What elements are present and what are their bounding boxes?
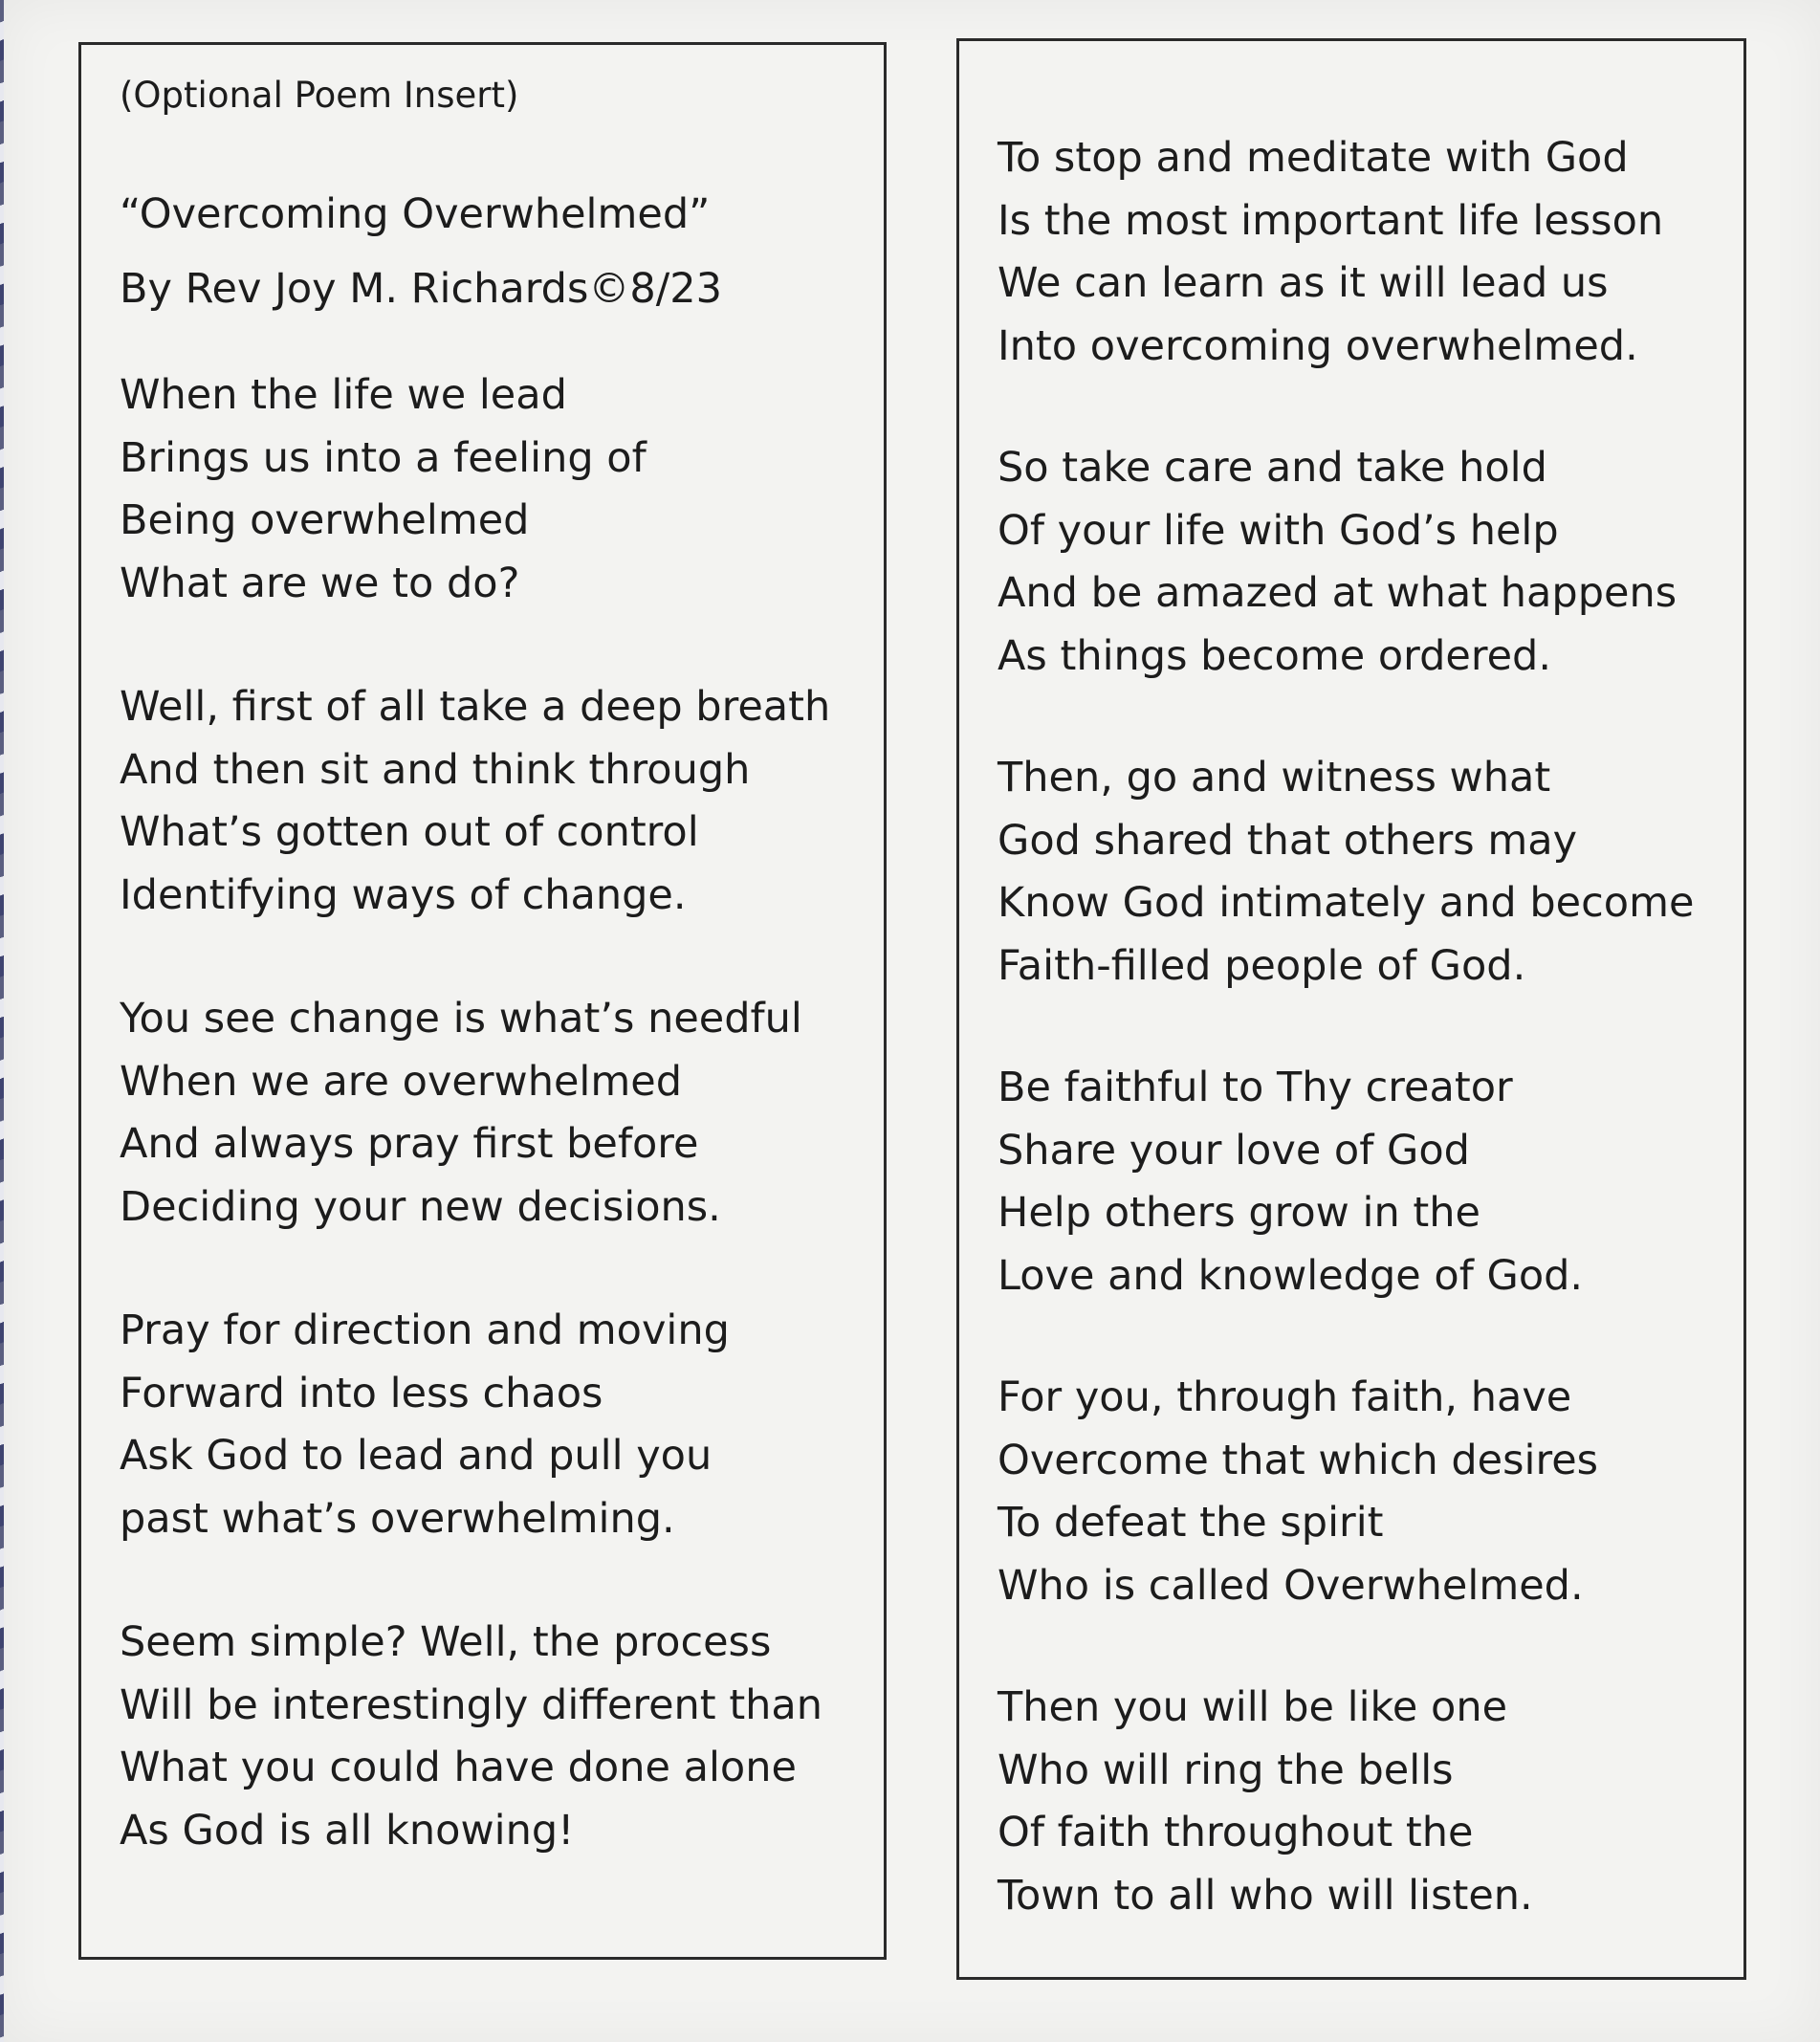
poem-panel-right bbox=[956, 38, 1746, 1980]
stanza bbox=[998, 1367, 1743, 1617]
stanza bbox=[120, 988, 884, 1239]
poem-line: And always pray first before bbox=[120, 1120, 699, 1168]
poem-line: Town to all who will listen. bbox=[998, 1871, 1533, 1920]
poem-byline: By Rev Joy M. Richards©8/23 bbox=[120, 265, 722, 313]
poem-line: Deciding your new decisions. bbox=[120, 1182, 721, 1231]
poem-line: You see change is what’s needful bbox=[120, 995, 802, 1043]
poem-line: To stop and meditate with God bbox=[998, 134, 1629, 182]
poem-line: As God is all knowing! bbox=[120, 1806, 575, 1855]
poem-line: Will be interestingly different than bbox=[120, 1680, 823, 1729]
poem-line: Into overcoming overwhelmed. bbox=[998, 321, 1638, 370]
stanza bbox=[120, 1612, 884, 1862]
poem-note: (Optional Poem Insert) bbox=[120, 75, 519, 116]
stanza bbox=[998, 1677, 1743, 1927]
stanza bbox=[120, 1300, 884, 1550]
stanza bbox=[998, 747, 1743, 998]
poem-line: Then you will be like one bbox=[998, 1683, 1508, 1731]
poem-card bbox=[4, 0, 1820, 2042]
poem-title: “Overcoming Overwhelmed” bbox=[120, 190, 711, 238]
poem-line: Then, go and witness what bbox=[998, 754, 1551, 801]
poem-line: For you, through faith, have bbox=[998, 1373, 1572, 1421]
poem-line: To defeat the spirit bbox=[998, 1499, 1384, 1547]
poem-line: Be faithful to Thy creator bbox=[998, 1064, 1513, 1111]
poem-line: As things become ordered. bbox=[998, 631, 1552, 680]
poem-line: Forward into less chaos bbox=[120, 1369, 603, 1417]
poem-line: What are we to do? bbox=[120, 559, 520, 607]
poem-line: What you could have done alone bbox=[120, 1744, 797, 1791]
poem-line: When the life we lead bbox=[120, 371, 567, 419]
poem-line: past what’s overwhelming. bbox=[120, 1494, 675, 1543]
stanza bbox=[120, 676, 884, 927]
stanza bbox=[998, 127, 1743, 378]
poem-line: Overcome that which desires bbox=[998, 1436, 1599, 1484]
poem-line: So take care and take hold bbox=[998, 444, 1547, 492]
poem-line: Know God intimately and become bbox=[998, 879, 1695, 927]
poem-line: Who will ring the bells bbox=[998, 1746, 1454, 1794]
poem-line: God shared that others may bbox=[998, 816, 1578, 865]
poem-line: Being overwhelmed bbox=[120, 496, 530, 544]
stanza bbox=[120, 364, 884, 615]
poem-line: Well, first of all take a deep breath bbox=[120, 683, 831, 731]
poem-line: Who is called Overwhelmed. bbox=[998, 1561, 1584, 1610]
poem-stanzas-right bbox=[998, 127, 1743, 1927]
poem-line: Brings us into a feeling of bbox=[120, 433, 647, 482]
poem-line: And then sit and think through bbox=[120, 745, 751, 794]
poem-line: When we are overwhelmed bbox=[120, 1057, 682, 1106]
poem-stanzas-left bbox=[120, 364, 884, 1862]
poem-line: Of your life with God’s help bbox=[998, 506, 1559, 555]
poem-line: Pray for direction and moving bbox=[120, 1306, 730, 1354]
poem-line: We can learn as it will lead us bbox=[998, 259, 1609, 307]
poem-line: Ask God to lead and pull you bbox=[120, 1432, 713, 1480]
stanza bbox=[998, 1057, 1743, 1307]
poem-line: And be amazed at what happens bbox=[998, 569, 1677, 617]
poem-panel-left bbox=[78, 42, 887, 1960]
stanza bbox=[998, 437, 1743, 688]
poem-line: Help others grow in the bbox=[998, 1189, 1480, 1237]
poem-line: What’s gotten out of control bbox=[120, 808, 699, 856]
poem-line: Is the most important life lesson bbox=[998, 196, 1664, 245]
poem-line: Love and knowledge of God. bbox=[998, 1251, 1584, 1300]
poem-line: Share your love of God bbox=[998, 1126, 1470, 1175]
poem-line: Identifying ways of change. bbox=[120, 870, 687, 919]
poem-line: Faith-filled people of God. bbox=[998, 941, 1526, 990]
poem-line: Of faith throughout the bbox=[998, 1809, 1474, 1856]
poem-line: Seem simple? Well, the process bbox=[120, 1618, 772, 1666]
